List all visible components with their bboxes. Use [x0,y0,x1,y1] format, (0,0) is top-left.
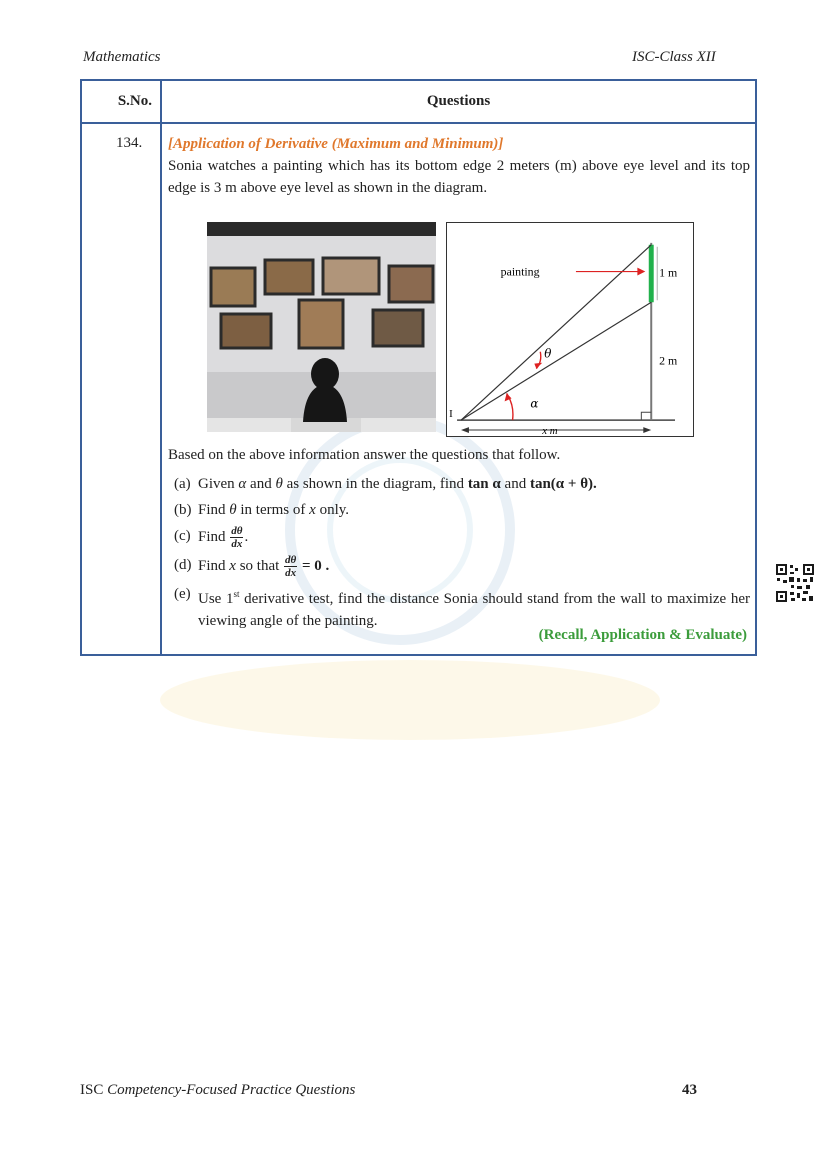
alpha-symbol: α [238,476,247,492]
label-xm: x m [542,425,558,437]
header-class: ISC-Class XII [632,49,716,65]
label-theta: θ [544,346,552,361]
column-header-questions: Questions [426,93,491,109]
question-c-label: (c) [174,528,191,544]
header-divider [82,122,755,124]
label-alpha: α [530,396,539,411]
question-c-text: . [244,528,249,545]
question-content [168,133,750,199]
page-number: 43 [682,1082,697,1098]
question-a [174,473,750,495]
question-b-text: only. [315,502,350,518]
question-b-text: in terms of [236,502,310,518]
competency-tag: (Recall, Application & Evaluate) [538,627,747,643]
footer-title [80,1082,355,1099]
question-a-text: as shown in the diagram, find [282,476,468,492]
column-divider [160,81,162,654]
question-a-label: (a) [174,476,191,492]
fraction-denominator: dx [231,538,243,550]
ordinal-superscript: st [233,589,240,599]
footer-brand: ISC [80,1082,104,1098]
header-subject: Mathematics [83,49,161,65]
x-symbol: x [309,502,316,518]
question-b-label: (b) [174,502,192,518]
question-intro: Sonia watches a painting which has its bottom edge 2 meters (m) above eye level and its top edge is 3 m above eye level as shown in the diagram. [168,158,750,196]
question-b [174,499,750,521]
theta-symbol: θ [229,502,237,518]
question-a-text: Given [198,476,239,492]
sub-questions [174,473,750,636]
geometry-diagram [446,222,694,437]
tan-alpha: tan α [467,476,501,492]
x-symbol: x [229,557,236,574]
question-number: 134. [116,135,143,151]
gallery-photo [207,222,436,432]
derivative-fraction [230,525,243,550]
question-c-text: Find [198,528,230,545]
theta-symbol: θ [275,476,283,492]
derivative-fraction [284,554,297,579]
question-c [174,525,750,550]
tan-alpha-plus-theta: tan(α + θ). [529,476,597,492]
question-d [174,554,750,579]
label-2m: 2 m [659,353,678,368]
based-on-text: Based on the above information answer the questions that follow. [168,447,561,463]
column-header-sno: S.No. [117,93,152,109]
question-topic: [Application of Derivative (Maximum and Minimum)] [168,136,504,152]
question-d-text: Find [198,557,230,574]
fraction-denominator: dx [285,567,297,579]
question-b-text: Find [198,502,230,518]
question-e-text: derivative test, find the distance Sonia should stand from the wall to maximize her viewing angle of the painting. [198,591,751,629]
question-d-label: (d) [174,557,192,573]
question-e-label: (e) [174,586,191,602]
question-e-text: Use 1 [198,591,234,607]
question-e [174,583,750,632]
question-table [80,79,757,656]
qr-code-icon[interactable] [775,563,815,603]
question-a-text: and [500,476,530,492]
question-d-text: = 0 . [298,557,330,574]
question-d-text: so that [235,557,284,574]
label-1m: 1 m [659,265,678,280]
fraction-numerator: dθ [285,554,297,566]
fraction-numerator: dθ [231,525,243,537]
painting-label: painting [500,264,540,279]
label-eye: I [449,408,453,421]
question-a-text: and [246,476,276,492]
footer-title-text: Competency-Focused Practice Questions [103,1082,356,1098]
